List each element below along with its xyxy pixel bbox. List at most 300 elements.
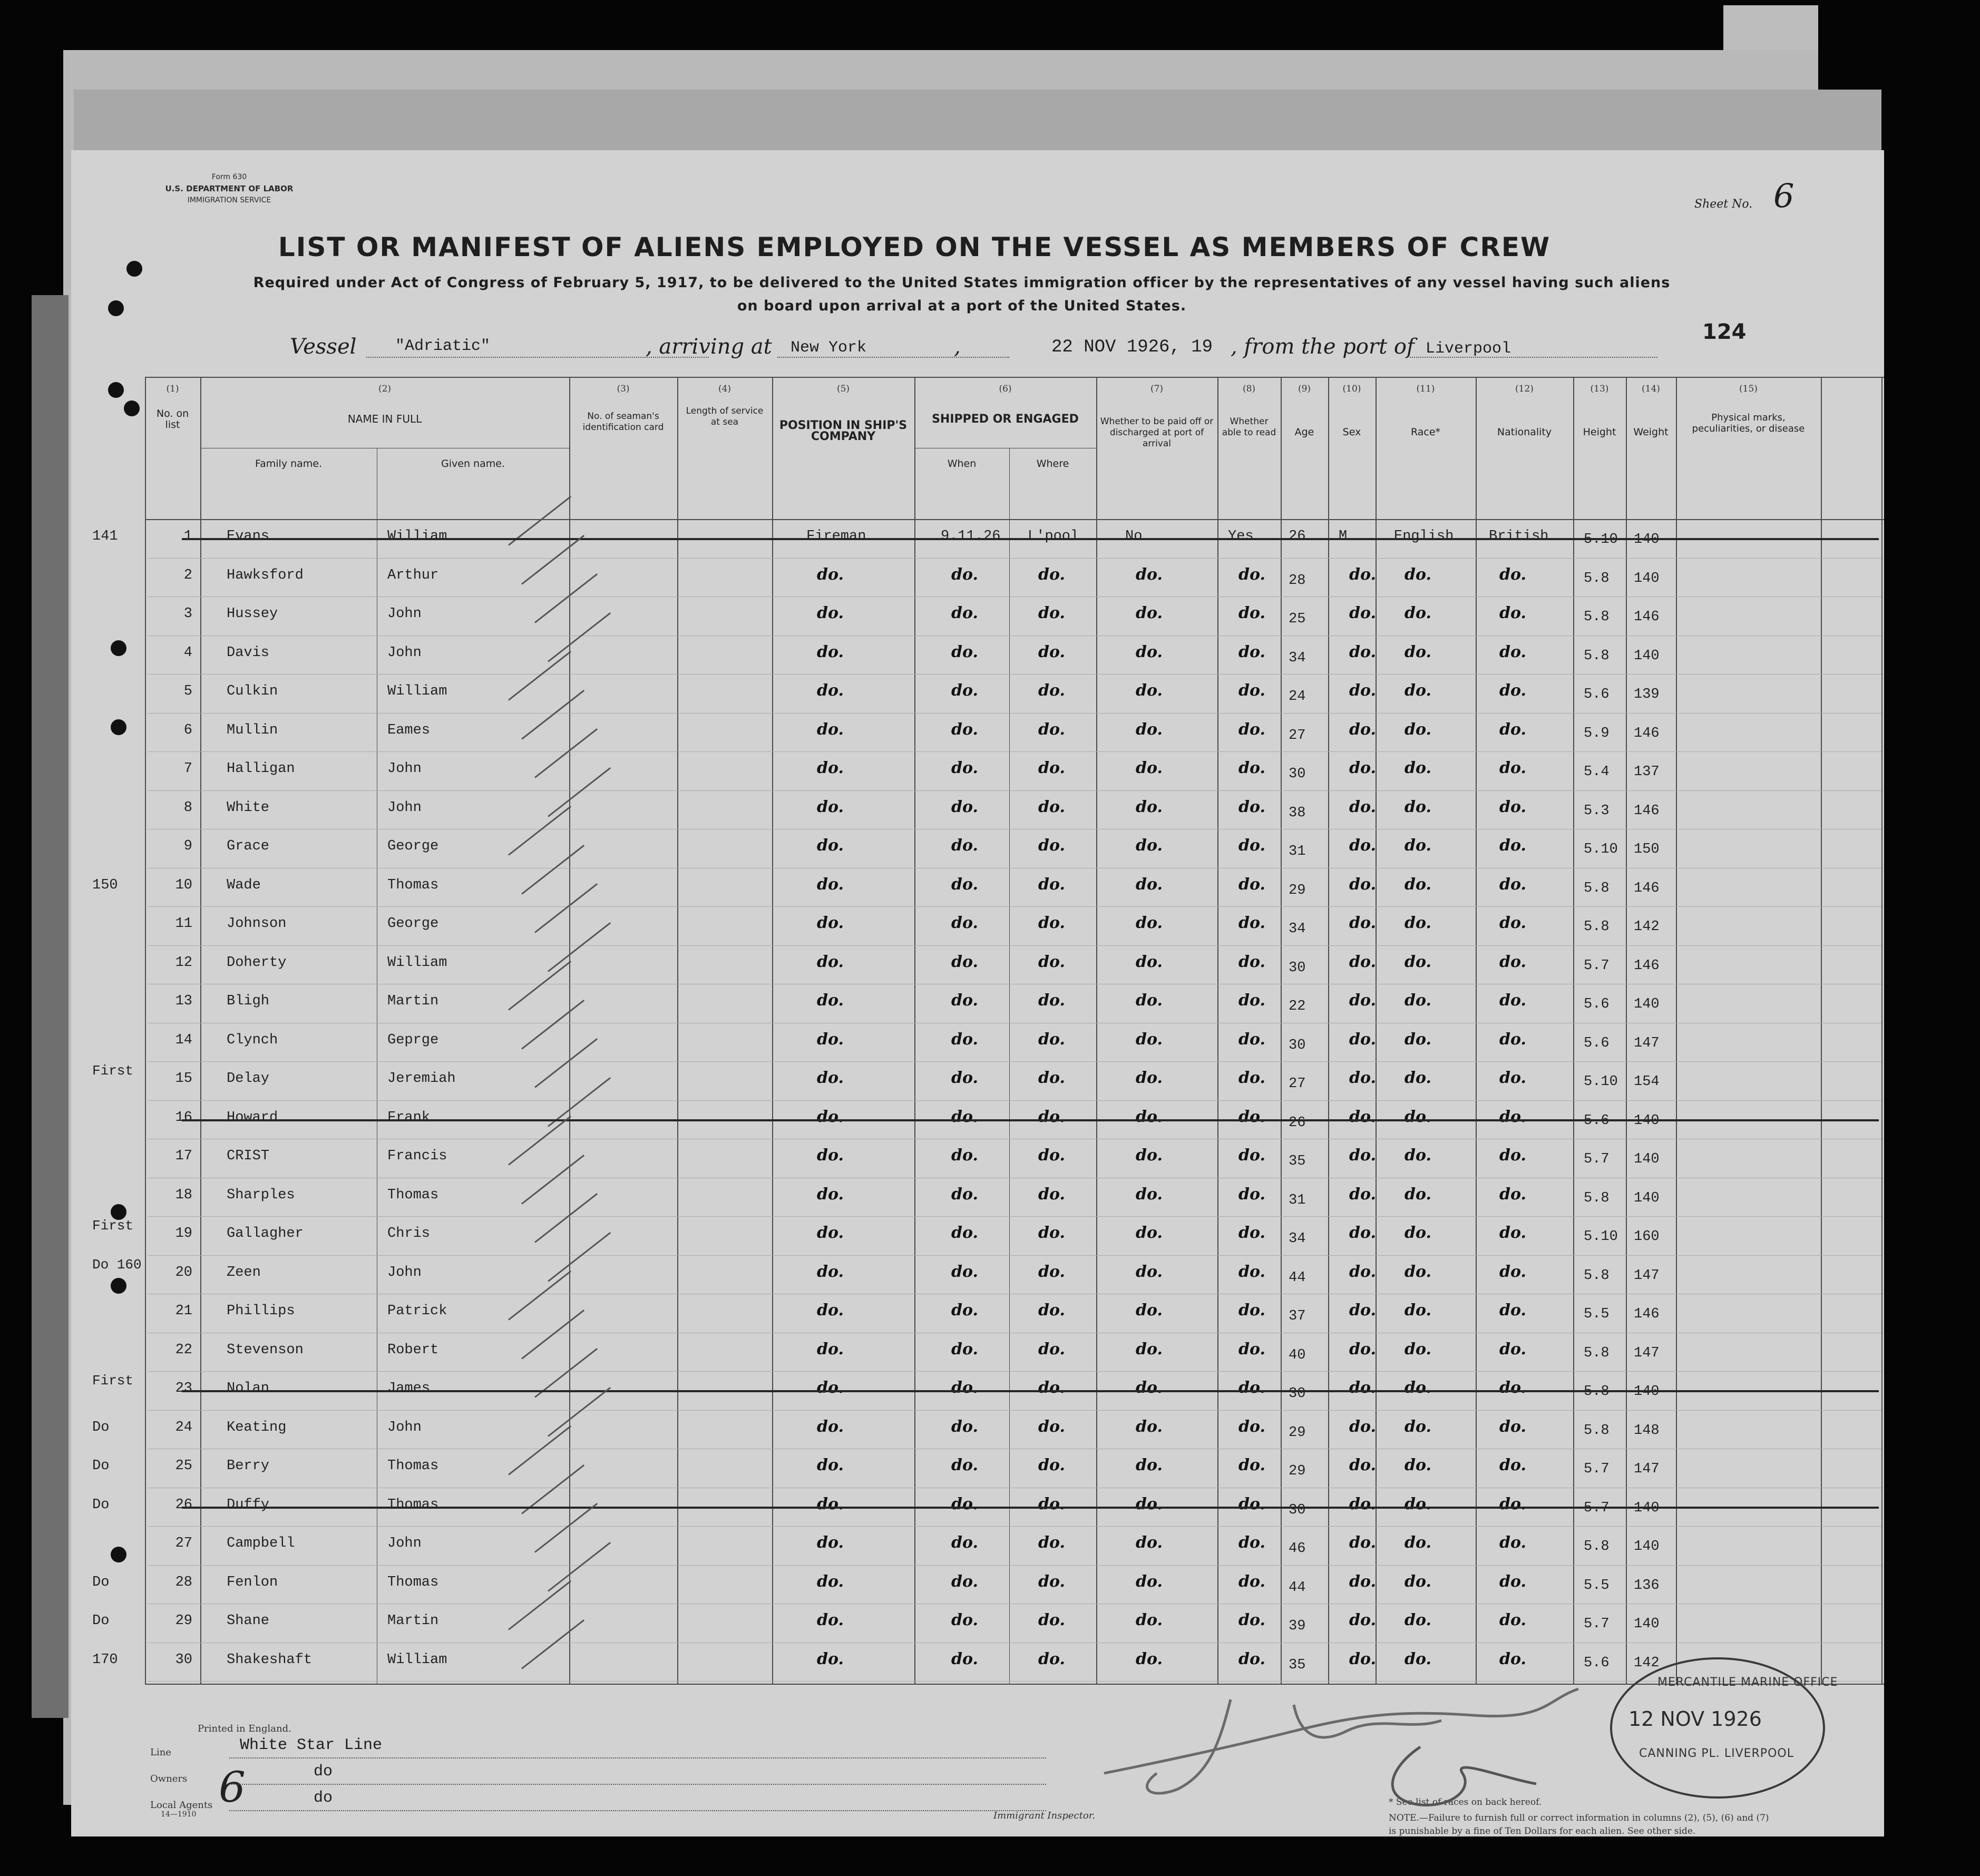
given-name: George: [387, 838, 439, 854]
row-rule: [148, 945, 1881, 946]
family-name: Bligh: [227, 993, 270, 1009]
given-name: Chris: [387, 1226, 431, 1242]
ditto-mark: do.: [951, 1649, 978, 1668]
family-name: Shane: [227, 1613, 270, 1629]
height: 5.6: [1584, 687, 1610, 702]
printed-note: Printed in England.: [198, 1723, 291, 1734]
manifest-sheet: [71, 150, 1884, 1836]
ditto-mark: do.: [1349, 1572, 1376, 1591]
ditto-mark: do.: [951, 875, 978, 894]
ditto-mark: do.: [1404, 720, 1431, 739]
ditto-mark: do.: [817, 720, 844, 739]
ditto-mark: do.: [1499, 991, 1526, 1010]
age: 35: [1289, 1657, 1306, 1673]
ditto-mark: do.: [1349, 1069, 1376, 1087]
ditto-mark: do.: [1499, 1340, 1526, 1359]
family-name: Howard: [227, 1109, 278, 1126]
row-margin-note: Do: [92, 1458, 110, 1474]
ditto-mark: do.: [817, 1379, 844, 1397]
weight: 140: [1634, 1616, 1660, 1632]
ditto-mark: do.: [1238, 604, 1265, 622]
weight: 154: [1634, 1074, 1660, 1090]
given-name: John: [387, 761, 422, 777]
ditto-mark: do.: [1136, 1340, 1163, 1359]
given-name: William: [387, 1652, 447, 1668]
family-name: White: [227, 799, 270, 816]
grid-line: [1881, 377, 1883, 1684]
ditto-mark: do.: [1499, 1649, 1526, 1668]
ditto-mark: do.: [1499, 1301, 1526, 1320]
column-number: (10): [1342, 384, 1361, 394]
inspector-signature: [1072, 1668, 1642, 1810]
family-name: Sharples: [227, 1187, 295, 1203]
ditto-mark: do.: [1038, 952, 1065, 971]
age: 30: [1289, 766, 1306, 782]
given-name: Martin: [387, 993, 439, 1009]
ditto-mark: do.: [951, 565, 978, 584]
family-name: Grace: [227, 838, 270, 854]
ditto-mark: do.: [1238, 565, 1265, 584]
family-name: CRIST: [227, 1148, 270, 1164]
height: 5.4: [1584, 764, 1610, 780]
ditto-mark: do.: [817, 875, 844, 894]
ditto-mark: do.: [1136, 1185, 1163, 1204]
grid-line: [1009, 448, 1010, 1684]
row-margin-note: 170: [92, 1652, 118, 1668]
given-name: Robert: [387, 1342, 439, 1358]
ditto-mark: do.: [1238, 681, 1265, 700]
line-value: White Star Line: [240, 1736, 383, 1754]
races-note: * See list of races on back hereof.: [1389, 1797, 1542, 1807]
ditto-mark: do.: [1238, 1417, 1265, 1436]
header-position: POSITION IN SHIP'S COMPANY: [779, 419, 908, 443]
weight: 160: [1634, 1229, 1660, 1245]
check-mark: [534, 1503, 598, 1553]
ditto-mark: do.: [1038, 759, 1065, 777]
check-mark: [521, 999, 584, 1049]
family-name: Fenlon: [227, 1574, 278, 1590]
ditto-mark: do.: [1038, 1107, 1065, 1126]
family-name: Phillips: [227, 1303, 295, 1319]
height: 5.5: [1584, 1577, 1610, 1594]
ditto-mark: do.: [1038, 1146, 1065, 1165]
ditto-mark: do.: [1349, 1146, 1376, 1165]
ditto-mark: do.: [1349, 1340, 1376, 1359]
height: 5.8: [1584, 880, 1610, 896]
punch-hole: [124, 400, 140, 416]
ditto-mark: do.: [1404, 1456, 1431, 1474]
ditto-mark: do.: [1404, 681, 1431, 700]
ditto-mark: do.: [1349, 681, 1376, 700]
given-name: Patrick: [387, 1303, 447, 1319]
page-subtitle: [198, 271, 1726, 318]
ditto-mark: do.: [1238, 1379, 1265, 1397]
given-name: John: [387, 1264, 422, 1281]
ditto-mark: do.: [951, 1107, 978, 1126]
ditto-mark: do.: [1349, 875, 1376, 894]
cell-read: Yes: [1228, 529, 1254, 544]
ditto-mark: do.: [1349, 759, 1376, 777]
header-shipped: SHIPPED OR ENGAGED: [932, 413, 1079, 426]
ditto-mark: do.: [1038, 604, 1065, 622]
punch-hole: [108, 300, 124, 316]
ditto-mark: do.: [1038, 836, 1065, 855]
ditto-mark: do.: [1349, 1107, 1376, 1126]
ditto-mark: do.: [1499, 875, 1526, 894]
ditto-mark: do.: [817, 1107, 844, 1126]
header-paid-off: Whether to be paid off or discharged at port of arrival: [1100, 416, 1214, 449]
ditto-mark: do.: [1499, 1572, 1526, 1591]
row-number: 29: [175, 1613, 192, 1629]
check-mark: [548, 767, 611, 817]
department-name: U.S. DEPARTMENT OF LABOR: [165, 184, 294, 193]
column-number: (6): [999, 384, 1012, 394]
ditto-mark: do.: [1136, 1417, 1163, 1436]
check-mark: [508, 1425, 571, 1476]
ditto-mark: do.: [817, 991, 844, 1010]
ditto-mark: do.: [951, 836, 978, 855]
height: 5.3: [1584, 803, 1610, 819]
ditto-mark: do.: [1038, 1030, 1065, 1049]
header-name-in-full: NAME IN FULL: [347, 413, 422, 425]
ditto-mark: do.: [951, 1030, 978, 1049]
ditto-mark: do.: [1349, 991, 1376, 1010]
height: 5.7: [1584, 1151, 1610, 1167]
family-name: Nolan: [227, 1381, 270, 1396]
row-rule: [148, 674, 1881, 675]
row-number: 21: [175, 1303, 192, 1319]
age: 34: [1289, 650, 1306, 666]
age: 27: [1289, 1076, 1306, 1092]
stamp-bottom-text: CANNING PL. LIVERPOOL: [1639, 1747, 1794, 1760]
ditto-mark: do.: [1038, 565, 1065, 584]
punch-hole: [111, 719, 126, 735]
owners-value: do: [314, 1763, 333, 1781]
ditto-mark: do.: [1349, 1417, 1376, 1436]
ditto-mark: do.: [1404, 1417, 1431, 1436]
header-race: Race*: [1410, 426, 1441, 438]
punch-hole: [111, 1547, 126, 1562]
given-name: Martin: [387, 1613, 439, 1629]
ditto-mark: do.: [817, 1417, 844, 1436]
ditto-mark: do.: [1349, 642, 1376, 661]
ditto-mark: do.: [1404, 565, 1431, 584]
cell-sex: M: [1339, 529, 1348, 544]
height: 5.6: [1584, 996, 1610, 1012]
ditto-mark: do.: [1499, 1379, 1526, 1397]
ditto-mark: do.: [1499, 1107, 1526, 1126]
footer-note-line-1: NOTE.—Failure to furnish full or correct information in columns (2), (5), (6) and (7): [1389, 1813, 1769, 1823]
ditto-mark: do.: [951, 1262, 978, 1281]
row-rule: [148, 558, 1881, 559]
check-mark: [548, 612, 611, 662]
inspector-label: Immigrant Inspector.: [993, 1810, 1096, 1821]
row-number: 19: [175, 1226, 192, 1242]
ditto-mark: do.: [817, 1649, 844, 1668]
sheet-number-label: Sheet No.: [1694, 198, 1753, 211]
stamp-date: 12 NOV 1926: [1628, 1707, 1762, 1731]
ditto-mark: do.: [951, 1069, 978, 1087]
family-name: Johnson: [227, 916, 287, 932]
age: 28: [1289, 572, 1306, 589]
ditto-mark: do.: [951, 1611, 978, 1629]
ditto-mark: do.: [951, 1185, 978, 1204]
row-number: 1: [183, 529, 192, 544]
row-margin-note: 150: [92, 877, 118, 893]
check-mark: [534, 883, 598, 933]
age: 29: [1289, 1463, 1306, 1479]
cell-position: Fireman: [806, 529, 866, 544]
ditto-mark: do.: [817, 759, 844, 777]
ditto-mark: do.: [1136, 1533, 1163, 1552]
ditto-mark: do.: [1238, 875, 1265, 894]
agents-code: 14—1910: [161, 1810, 197, 1819]
ditto-mark: do.: [951, 1301, 978, 1320]
family-name: Berry: [227, 1458, 270, 1474]
family-name: Davis: [227, 644, 270, 661]
row-rule: [148, 1255, 1881, 1256]
ditto-mark: do.: [1349, 1185, 1376, 1204]
ditto-mark: do.: [1136, 1301, 1163, 1320]
ditto-mark: do.: [951, 1456, 978, 1474]
family-name: Halligan: [227, 761, 295, 777]
weight: 140: [1634, 648, 1660, 664]
header-given-name: Given name.: [441, 458, 505, 470]
ditto-mark: do.: [1238, 1224, 1265, 1242]
ditto-mark: do.: [1404, 642, 1431, 661]
service-name: IMMIGRATION SERVICE: [187, 196, 271, 204]
ditto-mark: do.: [1136, 1379, 1163, 1397]
ditto-mark: do.: [1404, 1069, 1431, 1087]
given-name: James: [387, 1381, 431, 1396]
row-margin-note: Do: [92, 1574, 110, 1590]
check-mark: [508, 1271, 571, 1321]
age: 40: [1289, 1347, 1306, 1363]
ditto-mark: do.: [1499, 681, 1526, 700]
row-number: 25: [175, 1458, 192, 1474]
age: 24: [1289, 689, 1306, 705]
age: 25: [1289, 611, 1306, 627]
check-mark: [508, 651, 571, 701]
row-number: 6: [183, 722, 192, 738]
ditto-mark: do.: [1038, 1185, 1065, 1204]
column-number: (4): [718, 384, 731, 394]
ditto-mark: do.: [817, 1301, 844, 1320]
family-name: Shakeshaft: [227, 1652, 313, 1668]
given-name: Geprge: [387, 1032, 439, 1048]
ditto-mark: do.: [1238, 1533, 1265, 1552]
ditto-mark: do.: [1404, 1649, 1431, 1668]
row-number: 30: [175, 1652, 192, 1668]
ditto-mark: do.: [817, 604, 844, 622]
age: 34: [1289, 921, 1306, 937]
check-mark: [521, 844, 584, 894]
ditto-mark: do.: [1349, 914, 1376, 932]
row-rule: [148, 1410, 1881, 1411]
ditto-mark: do.: [1499, 952, 1526, 971]
ditto-mark: do.: [1349, 1030, 1376, 1049]
weight: 140: [1634, 1190, 1660, 1206]
ditto-mark: do.: [1238, 1069, 1265, 1087]
height: 5.8: [1584, 1422, 1610, 1439]
ditto-mark: do.: [1499, 1494, 1526, 1513]
ditto-mark: do.: [1499, 720, 1526, 739]
ditto-mark: do.: [1238, 952, 1265, 971]
row-number: 15: [175, 1071, 192, 1087]
ditto-mark: do.: [817, 1494, 844, 1513]
comma-separator: ,: [954, 335, 961, 359]
ditto-mark: do.: [1238, 1107, 1265, 1126]
weight: 148: [1634, 1422, 1660, 1439]
weight: 140: [1634, 1500, 1660, 1516]
ditto-mark: do.: [1136, 1146, 1163, 1165]
ditto-mark: do.: [951, 914, 978, 932]
column-number: (5): [836, 384, 850, 394]
age: 30: [1289, 960, 1306, 976]
ditto-mark: do.: [951, 1572, 978, 1591]
punch-hole: [111, 1278, 126, 1294]
height: 5.8: [1584, 570, 1610, 587]
ditto-mark: do.: [1136, 681, 1163, 700]
given-name: John: [387, 1536, 422, 1551]
given-name: Thomas: [387, 877, 439, 893]
ditto-mark: do.: [1238, 1340, 1265, 1359]
ditto-mark: do.: [1136, 1262, 1163, 1281]
ditto-mark: do.: [1038, 1456, 1065, 1474]
ditto-mark: do.: [817, 1262, 844, 1281]
header-height: Height: [1583, 426, 1616, 438]
ditto-mark: do.: [1404, 604, 1431, 622]
ditto-mark: do.: [1038, 1494, 1065, 1513]
punch-hole: [111, 640, 126, 656]
arriving-port: New York: [791, 339, 867, 357]
stamp-top-text: MERCANTILE MARINE OFFICE: [1657, 1676, 1838, 1689]
line-dotline: [229, 1757, 1046, 1758]
row-number: 7: [183, 761, 192, 777]
ditto-mark: do.: [1349, 565, 1376, 584]
check-mark: [548, 1386, 611, 1437]
from-port-dotline: [1410, 357, 1657, 358]
ditto-mark: do.: [1136, 836, 1163, 855]
ditto-mark: do.: [1499, 1224, 1526, 1242]
ditto-mark: do.: [951, 720, 978, 739]
height: 5.5: [1584, 1306, 1610, 1322]
height: 5.7: [1584, 1616, 1610, 1632]
ditto-mark: do.: [1038, 1572, 1065, 1591]
header-length-service: Length of service at sea: [686, 406, 764, 427]
age: 44: [1289, 1269, 1306, 1286]
ditto-mark: do.: [817, 836, 844, 855]
ditto-mark: do.: [1238, 759, 1265, 777]
ditto-mark: do.: [951, 1494, 978, 1513]
age: 44: [1289, 1579, 1306, 1596]
ditto-mark: do.: [951, 1224, 978, 1242]
age: 34: [1289, 1231, 1306, 1247]
weight: 140: [1634, 1151, 1660, 1167]
check-mark: [521, 689, 584, 739]
row-number: 23: [175, 1381, 192, 1396]
weight: 137: [1634, 764, 1660, 780]
height: 5.10: [1584, 1074, 1618, 1090]
ditto-mark: do.: [1404, 914, 1431, 932]
weight: 150: [1634, 842, 1660, 857]
ditto-mark: do.: [1349, 1262, 1376, 1281]
ditto-mark: do.: [1404, 952, 1431, 971]
ditto-mark: do.: [951, 952, 978, 971]
age: 29: [1289, 882, 1306, 898]
ditto-mark: do.: [1499, 1417, 1526, 1436]
cell-where: L'pool: [1028, 529, 1079, 544]
column-number: (1): [166, 384, 179, 394]
header-physical-marks: Physical marks, peculiarities, or disease: [1692, 412, 1805, 434]
ditto-mark: do.: [817, 1069, 844, 1087]
row-number: 4: [183, 644, 192, 661]
ditto-mark: do.: [1349, 1533, 1376, 1552]
check-mark: [508, 961, 571, 1011]
check-mark: [508, 1580, 571, 1630]
sheet-number-value: 6: [1773, 177, 1794, 215]
height: 5.8: [1584, 1267, 1610, 1284]
ditto-mark: do.: [1136, 875, 1163, 894]
ditto-mark: do.: [1038, 1069, 1065, 1087]
given-name: Eames: [387, 722, 431, 738]
ditto-mark: do.: [1499, 836, 1526, 855]
agents-label: Local Agents: [150, 1800, 213, 1811]
height: 5.8: [1584, 1384, 1610, 1400]
row-number: 27: [175, 1536, 192, 1551]
ditto-mark: do.: [1404, 1301, 1431, 1320]
ditto-mark: do.: [1238, 1262, 1265, 1281]
ditto-mark: do.: [1038, 642, 1065, 661]
owners-label: Owners: [150, 1773, 188, 1784]
check-mark: [534, 1193, 598, 1243]
row-number: 28: [175, 1574, 192, 1590]
ditto-mark: do.: [1238, 1456, 1265, 1474]
ditto-mark: do.: [1136, 1224, 1163, 1242]
row-rule: [148, 1565, 1881, 1566]
agents-handwritten-mark: 6: [219, 1763, 246, 1812]
ditto-mark: do.: [1038, 797, 1065, 816]
height: 5.7: [1584, 957, 1610, 974]
header-no-on-list: No. on list: [156, 408, 189, 431]
punch-hole: [126, 261, 142, 277]
ditto-mark: do.: [1238, 1494, 1265, 1513]
height: 5.7: [1584, 1500, 1610, 1516]
ditto-mark: do.: [1136, 1030, 1163, 1049]
ditto-mark: do.: [1404, 1340, 1431, 1359]
ditto-mark: do.: [1349, 1494, 1376, 1513]
ditto-mark: do.: [1238, 720, 1265, 739]
ditto-mark: do.: [1404, 797, 1431, 816]
ditto-mark: do.: [817, 797, 844, 816]
row-margin-note: Do: [92, 1613, 110, 1629]
age: 31: [1289, 1192, 1306, 1208]
row-number: 26: [175, 1497, 192, 1513]
height: 5.8: [1584, 1539, 1610, 1555]
check-mark: [521, 534, 584, 584]
given-name: William: [387, 529, 447, 544]
ditto-mark: do.: [1404, 991, 1431, 1010]
header-family-name: Family name.: [255, 458, 323, 470]
ditto-mark: do.: [1404, 1494, 1431, 1513]
family-name: Mullin: [227, 722, 278, 738]
ditto-mark: do.: [1499, 797, 1526, 816]
ditto-mark: do.: [1136, 565, 1163, 584]
weight: 146: [1634, 609, 1660, 625]
given-name: William: [387, 683, 447, 699]
ditto-mark: do.: [1238, 1030, 1265, 1049]
column-number: (13): [1590, 384, 1609, 394]
